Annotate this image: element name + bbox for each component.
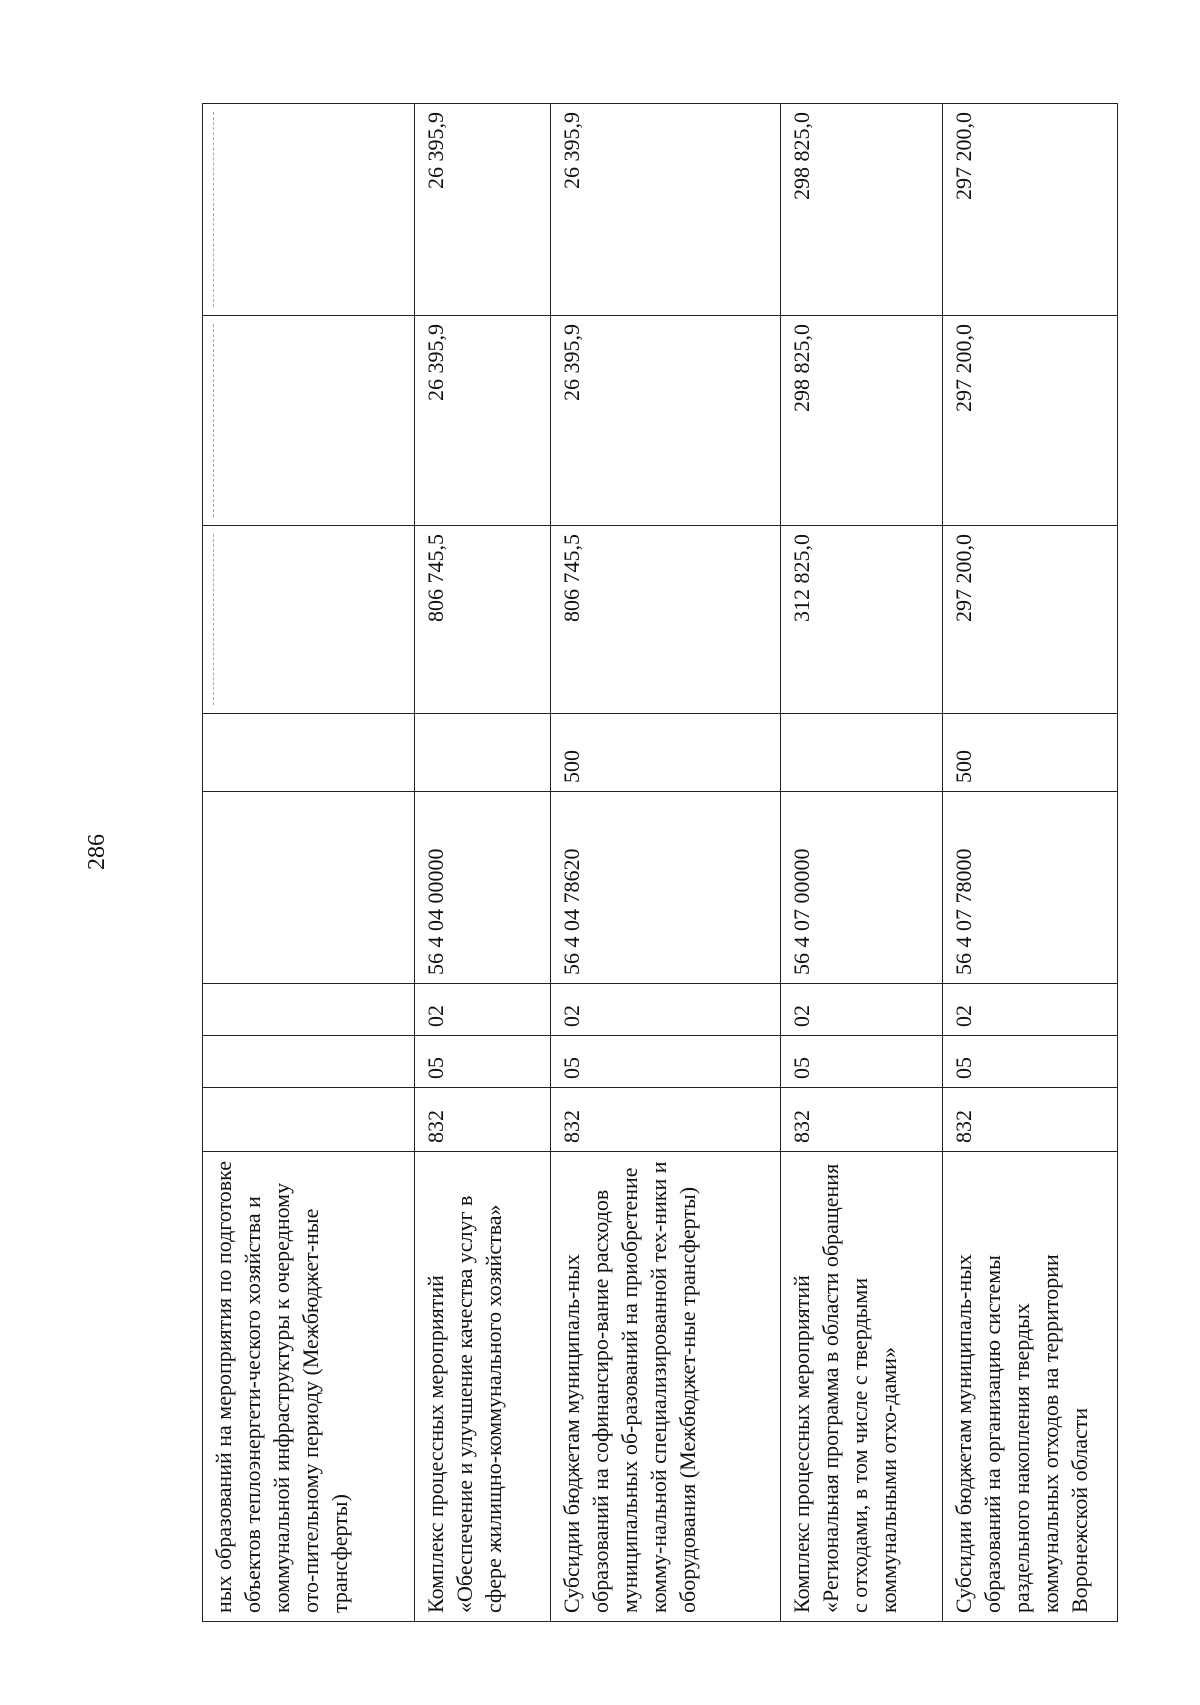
table-row — [943, 104, 1118, 1622]
budget-table — [202, 103, 1118, 1622]
subsection-code: 02 — [781, 984, 943, 1036]
amount-year-3 — [203, 104, 415, 316]
expense-type-code — [203, 714, 415, 792]
ministry-code: 832 — [551, 1088, 781, 1152]
expense-type-code: 500 — [551, 714, 781, 792]
section-code — [203, 1036, 415, 1088]
expense-type-code — [415, 714, 551, 792]
expense-type-code — [781, 714, 943, 792]
amount-year-1: 806 745,5 — [415, 526, 551, 714]
amount-year-2: 297 200,0 — [943, 316, 1118, 526]
section-code: 05 — [943, 1036, 1118, 1088]
amount-year-3: 297 200,0 — [943, 104, 1118, 316]
row-name: Комплекс процессных мероприятий «Обеспечение и улучшение качества услуг в сфере жилищно-коммунального хозяйства» — [415, 1152, 551, 1622]
row-name: ных образований на мероприятия по подготовке объектов теплоэнергети-ческого хозяйства и коммунальной инфраструктуры к очередному ото-пительному периоду (Межбюджет-ные трансферты) — [203, 1152, 415, 1622]
table-row — [781, 104, 943, 1622]
expense-type-code: 500 — [943, 714, 1118, 792]
target-article-code: 56 4 07 00000 — [781, 792, 943, 984]
section-code: 05 — [781, 1036, 943, 1088]
amount-year-1: 312 825,0 — [781, 526, 943, 714]
amount-year-1 — [203, 526, 415, 714]
ministry-code — [203, 1088, 415, 1152]
amount-year-3: 26 395,9 — [551, 104, 781, 316]
amount-year-2: 26 395,9 — [551, 316, 781, 526]
amount-year-2 — [203, 316, 415, 526]
target-article-code: 56 4 04 00000 — [415, 792, 551, 984]
amount-year-1: 297 200,0 — [943, 526, 1118, 714]
amount-year-2: 26 395,9 — [415, 316, 551, 526]
ministry-code: 832 — [781, 1088, 943, 1152]
amount-year-1: 806 745,5 — [551, 526, 781, 714]
table-row — [551, 104, 781, 1622]
table-row — [415, 104, 551, 1622]
row-name: Субсидии бюджетам муниципаль-ных образований на софинансиро-вание расходов муниципальных об-разований на приобретение комму-нальной специализированной тех-ники и оборудования (Межбюджет-ные трансферты) — [551, 1152, 781, 1622]
subsection-code: 02 — [415, 984, 551, 1036]
ministry-code: 832 — [943, 1088, 1118, 1152]
target-article-code: 56 4 04 78620 — [551, 792, 781, 984]
budget-table-container — [202, 104, 1117, 1622]
table-row — [203, 104, 415, 1622]
row-name: Комплекс процессных мероприятий «Региональная программа в области обращения с отходами, в том числе с твердыми коммунальными отхо-дами» — [781, 1152, 943, 1622]
row-name: Субсидии бюджетам муниципаль-ных образований на организацию системы раздельного накопления твердых коммунальных отходов на территории Воронежской области — [943, 1152, 1118, 1622]
ministry-code: 832 — [415, 1088, 551, 1152]
amount-year-3: 298 825,0 — [781, 104, 943, 316]
subsection-code — [203, 984, 415, 1036]
target-article-code — [203, 792, 415, 984]
section-code: 05 — [415, 1036, 551, 1088]
section-code: 05 — [551, 1036, 781, 1088]
page-number: 286 — [84, 834, 110, 870]
amount-year-3: 26 395,9 — [415, 104, 551, 316]
amount-year-2: 298 825,0 — [781, 316, 943, 526]
subsection-code: 02 — [551, 984, 781, 1036]
subsection-code: 02 — [943, 984, 1118, 1036]
target-article-code: 56 4 07 78000 — [943, 792, 1118, 984]
